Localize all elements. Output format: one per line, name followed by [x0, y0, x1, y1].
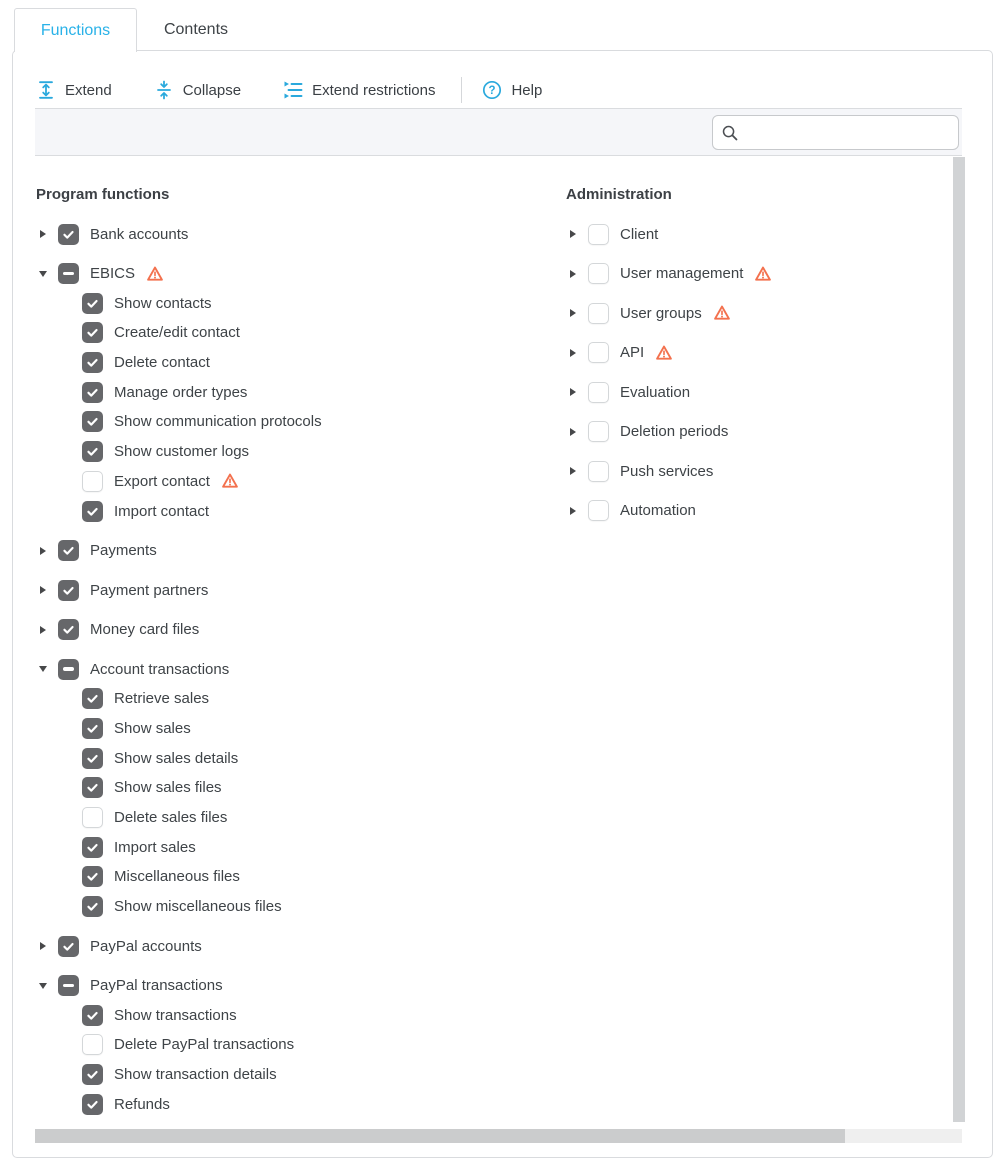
check-icon [85, 751, 100, 766]
search-input[interactable] [745, 124, 950, 142]
tree-item-import-sales[interactable] [36, 837, 506, 858]
help-button[interactable] [482, 80, 542, 100]
tree-item-user-management[interactable] [566, 263, 946, 284]
check-icon [61, 622, 76, 637]
check-icon [85, 721, 100, 736]
checkbox-checked[interactable] [82, 501, 103, 522]
filter-bar [35, 108, 962, 156]
tree-item-label: Miscellaneous files [114, 868, 240, 886]
chevron-right-icon[interactable] [36, 623, 50, 637]
checkbox-indeterminate[interactable] [58, 975, 79, 996]
warning-triangle-icon [713, 304, 731, 322]
chevron-right-icon[interactable] [36, 227, 50, 241]
tab-contents-label: Contents [163, 20, 229, 38]
chevron-right-icon[interactable] [566, 425, 580, 439]
checkbox-checked[interactable] [82, 441, 103, 462]
checkbox-checked[interactable] [82, 777, 103, 798]
chevron-right-icon[interactable] [36, 544, 50, 558]
tree-item-label: Import sales [114, 838, 196, 856]
tree-item-label: Manage order types [114, 383, 248, 401]
checkbox-checked[interactable] [58, 540, 79, 561]
checkbox-checked[interactable] [82, 748, 103, 769]
extend-restrictions-button-label: Extend restrictions [312, 81, 436, 99]
tree-item-delete-sales-files[interactable] [36, 807, 506, 828]
checkbox-unchecked[interactable] [82, 807, 103, 828]
checkbox-unchecked[interactable] [588, 224, 609, 245]
checkbox-checked[interactable] [82, 411, 103, 432]
check-icon [85, 1097, 100, 1112]
checkbox-checked[interactable] [58, 936, 79, 957]
chevron-right-icon[interactable] [566, 227, 580, 241]
check-icon [61, 543, 76, 558]
checkbox-unchecked[interactable] [588, 461, 609, 482]
tree-item-label: Payment partners [90, 581, 209, 599]
tree-item-bank-accounts[interactable] [36, 224, 506, 245]
chevron-right-icon[interactable] [36, 939, 50, 953]
tree-item-label: Retrieve sales [114, 690, 210, 708]
column-title: Program functions [36, 186, 170, 203]
checkbox-unchecked[interactable] [82, 471, 103, 492]
tab-functions-label: Functions [40, 21, 111, 39]
extend-button-label: Extend [65, 81, 112, 99]
tree-item-label: Show sales [114, 719, 191, 737]
horizontal-scrollbar-thumb[interactable] [35, 1129, 845, 1143]
tree-item-label: Show communication protocols [114, 413, 322, 431]
tree-item-show-sales-details[interactable] [36, 748, 506, 769]
toolbar-separator [461, 77, 462, 103]
check-icon [85, 780, 100, 795]
checkbox-unchecked[interactable] [588, 382, 609, 403]
column-program-functions [36, 157, 506, 1115]
check-icon [85, 840, 100, 855]
tree-item-payment-partners[interactable] [36, 580, 506, 601]
checkbox-checked[interactable] [58, 580, 79, 601]
tree-item-label: Create/edit contact [114, 324, 240, 342]
tree-item-refunds[interactable] [36, 1094, 506, 1115]
checkbox-checked[interactable] [82, 1005, 103, 1026]
checkbox-unchecked[interactable] [82, 1034, 103, 1055]
tree-item-paypal-accounts[interactable] [36, 936, 506, 957]
tree-item-label: Push services [620, 462, 714, 480]
chevron-right-icon[interactable] [566, 385, 580, 399]
tree-item-money-card-files[interactable] [36, 619, 506, 640]
tab-contents[interactable] [137, 8, 255, 51]
warning-triangle-icon [221, 472, 239, 490]
tree-item-show-sales-files[interactable] [36, 777, 506, 798]
checkbox-unchecked[interactable] [588, 500, 609, 521]
chevron-right-icon[interactable] [566, 267, 580, 281]
chevron-down-icon[interactable] [36, 267, 50, 281]
chevron-down-icon[interactable] [36, 662, 50, 676]
checkbox-indeterminate[interactable] [58, 263, 79, 284]
tree-item-label: PayPal transactions [90, 977, 223, 994]
check-icon [85, 1067, 100, 1082]
tree-item-label: Money card files [90, 621, 200, 638]
tree-item-label: User groups [620, 304, 702, 322]
checkbox-checked[interactable] [82, 352, 103, 373]
tree-item-ebics[interactable] [36, 263, 506, 284]
warning-triangle-icon [754, 265, 772, 283]
tree-item-label: Automation [620, 502, 696, 519]
tree-item-label: Export contact [114, 472, 210, 490]
checkbox-indeterminate[interactable] [58, 659, 79, 680]
tree-item-label: Show transaction details [114, 1066, 277, 1084]
checkbox-checked[interactable] [82, 866, 103, 887]
tree-item-label: Import contact [114, 502, 210, 520]
tree-item-label: Show customer logs [114, 443, 250, 461]
check-icon [85, 1008, 100, 1023]
horizontal-scrollbar[interactable] [35, 1129, 962, 1143]
chevron-right-icon[interactable] [566, 464, 580, 478]
check-icon [85, 325, 100, 340]
tree-expand-list-icon [283, 80, 303, 100]
tree-item-export-contact[interactable] [36, 471, 506, 492]
tree-item-label: API [620, 344, 645, 361]
tree-item-paypal-transactions[interactable] [36, 975, 506, 996]
checkbox-checked[interactable] [82, 718, 103, 739]
tree-item-label: Show sales files [114, 779, 222, 797]
checkbox-unchecked[interactable] [588, 342, 609, 363]
collapse-vertical-icon [154, 80, 174, 100]
tree-item-show-transaction-details[interactable] [36, 1064, 506, 1085]
checkbox-unchecked[interactable] [588, 263, 609, 284]
tree-item-label: Show miscellaneous files [114, 898, 282, 915]
checkbox-checked[interactable] [82, 896, 103, 917]
check-icon [61, 583, 76, 598]
search-box[interactable] [712, 115, 959, 150]
checkbox-checked[interactable] [58, 224, 79, 245]
help-button-label: Help [511, 81, 543, 99]
tree-item-label: Show contacts [114, 294, 212, 312]
chevron-down-icon[interactable] [36, 979, 50, 993]
tree-item-label: Account transactions [90, 660, 230, 678]
check-icon [85, 869, 100, 884]
checkbox-unchecked[interactable] [588, 303, 609, 324]
tree-item-label: Delete sales files [114, 808, 228, 826]
tree-item-label: Bank accounts [90, 225, 189, 243]
chevron-right-icon[interactable] [566, 504, 580, 518]
checkbox-unchecked[interactable] [588, 421, 609, 442]
tree-item-automation[interactable] [566, 500, 946, 521]
question-circle-icon [482, 80, 502, 100]
tree-item-label: Evaluation [620, 383, 691, 401]
tree-item-label: Show sales details [114, 749, 239, 767]
tree-item-create-edit-contact[interactable] [36, 322, 506, 343]
tree-item-deletion-periods[interactable] [566, 421, 946, 442]
tree-item-user-groups[interactable] [566, 303, 946, 324]
tree-item-label: Deletion periods [620, 423, 729, 440]
tree-item-label: Show transactions [114, 1006, 237, 1024]
check-icon [85, 355, 100, 370]
tree-item-label: Payments [90, 542, 157, 559]
tree-item-show-contacts[interactable] [36, 293, 506, 314]
svg-text:?: ? [488, 85, 496, 98]
tree-item-show-communication-protocols[interactable] [36, 411, 506, 432]
checkbox-checked[interactable] [82, 1094, 103, 1115]
tree-item-retrieve-sales[interactable] [36, 688, 506, 709]
checkbox-checked[interactable] [58, 619, 79, 640]
warning-triangle-icon [146, 265, 164, 283]
tree-item-push-services[interactable] [566, 461, 946, 482]
tab-functions[interactable] [14, 8, 137, 52]
tree-item-manage-order-types[interactable] [36, 382, 506, 403]
tree-item-evaluation[interactable] [566, 382, 946, 403]
tree-item-payments[interactable] [36, 540, 506, 561]
tree-item-label: User management [620, 265, 744, 282]
toolbar [36, 72, 542, 108]
checkbox-checked[interactable] [82, 322, 103, 343]
extend-restrictions-button[interactable] [283, 80, 435, 100]
tree-item-api[interactable] [566, 342, 946, 363]
tree-item-label: Delete PayPal transactions [114, 1036, 295, 1054]
chevron-right-icon[interactable] [566, 346, 580, 360]
extend-button[interactable] [36, 80, 112, 100]
tree-item-label: Delete contact [114, 354, 210, 372]
expand-vertical-icon [36, 80, 56, 100]
check-icon [61, 227, 76, 242]
tree-item-delete-contact[interactable] [36, 352, 506, 373]
vertical-scrollbar[interactable] [953, 157, 965, 1122]
warning-triangle-icon [655, 344, 673, 362]
tree-item-show-sales[interactable] [36, 718, 506, 739]
tree-item-show-miscellaneous-files[interactable] [36, 896, 506, 917]
tree-item-client[interactable] [566, 224, 946, 245]
magnifier-icon [721, 124, 739, 142]
tree-item-label: Refunds [114, 1095, 170, 1113]
collapse-button-label: Collapse [182, 81, 242, 99]
check-icon [85, 414, 100, 429]
check-icon [85, 691, 100, 706]
collapse-button[interactable] [154, 80, 241, 100]
checkbox-checked[interactable] [82, 837, 103, 858]
tree-item-label: Client [620, 225, 659, 243]
check-icon [85, 504, 100, 519]
chevron-right-icon[interactable] [36, 583, 50, 597]
check-icon [85, 296, 100, 311]
checkbox-checked[interactable] [82, 293, 103, 314]
column-administration [566, 157, 946, 521]
check-icon [61, 939, 76, 954]
chevron-right-icon[interactable] [566, 306, 580, 320]
check-icon [85, 444, 100, 459]
checkbox-checked[interactable] [82, 382, 103, 403]
check-icon [85, 899, 100, 914]
tree-item-miscellaneous-files[interactable] [36, 866, 506, 887]
checkbox-checked[interactable] [82, 688, 103, 709]
checkbox-checked[interactable] [82, 1064, 103, 1085]
tree-item-label: PayPal accounts [90, 937, 202, 955]
tree-item-delete-paypal-transactions[interactable] [36, 1034, 506, 1055]
tree-item-account-transactions[interactable] [36, 659, 506, 680]
tree-item-show-transactions[interactable] [36, 1005, 506, 1026]
tree-item-show-customer-logs[interactable] [36, 441, 506, 462]
tree-item-label: EBICS [90, 265, 136, 282]
column-title: Administration [566, 186, 672, 203]
tree-item-import-contact[interactable] [36, 501, 506, 522]
check-icon [85, 385, 100, 400]
